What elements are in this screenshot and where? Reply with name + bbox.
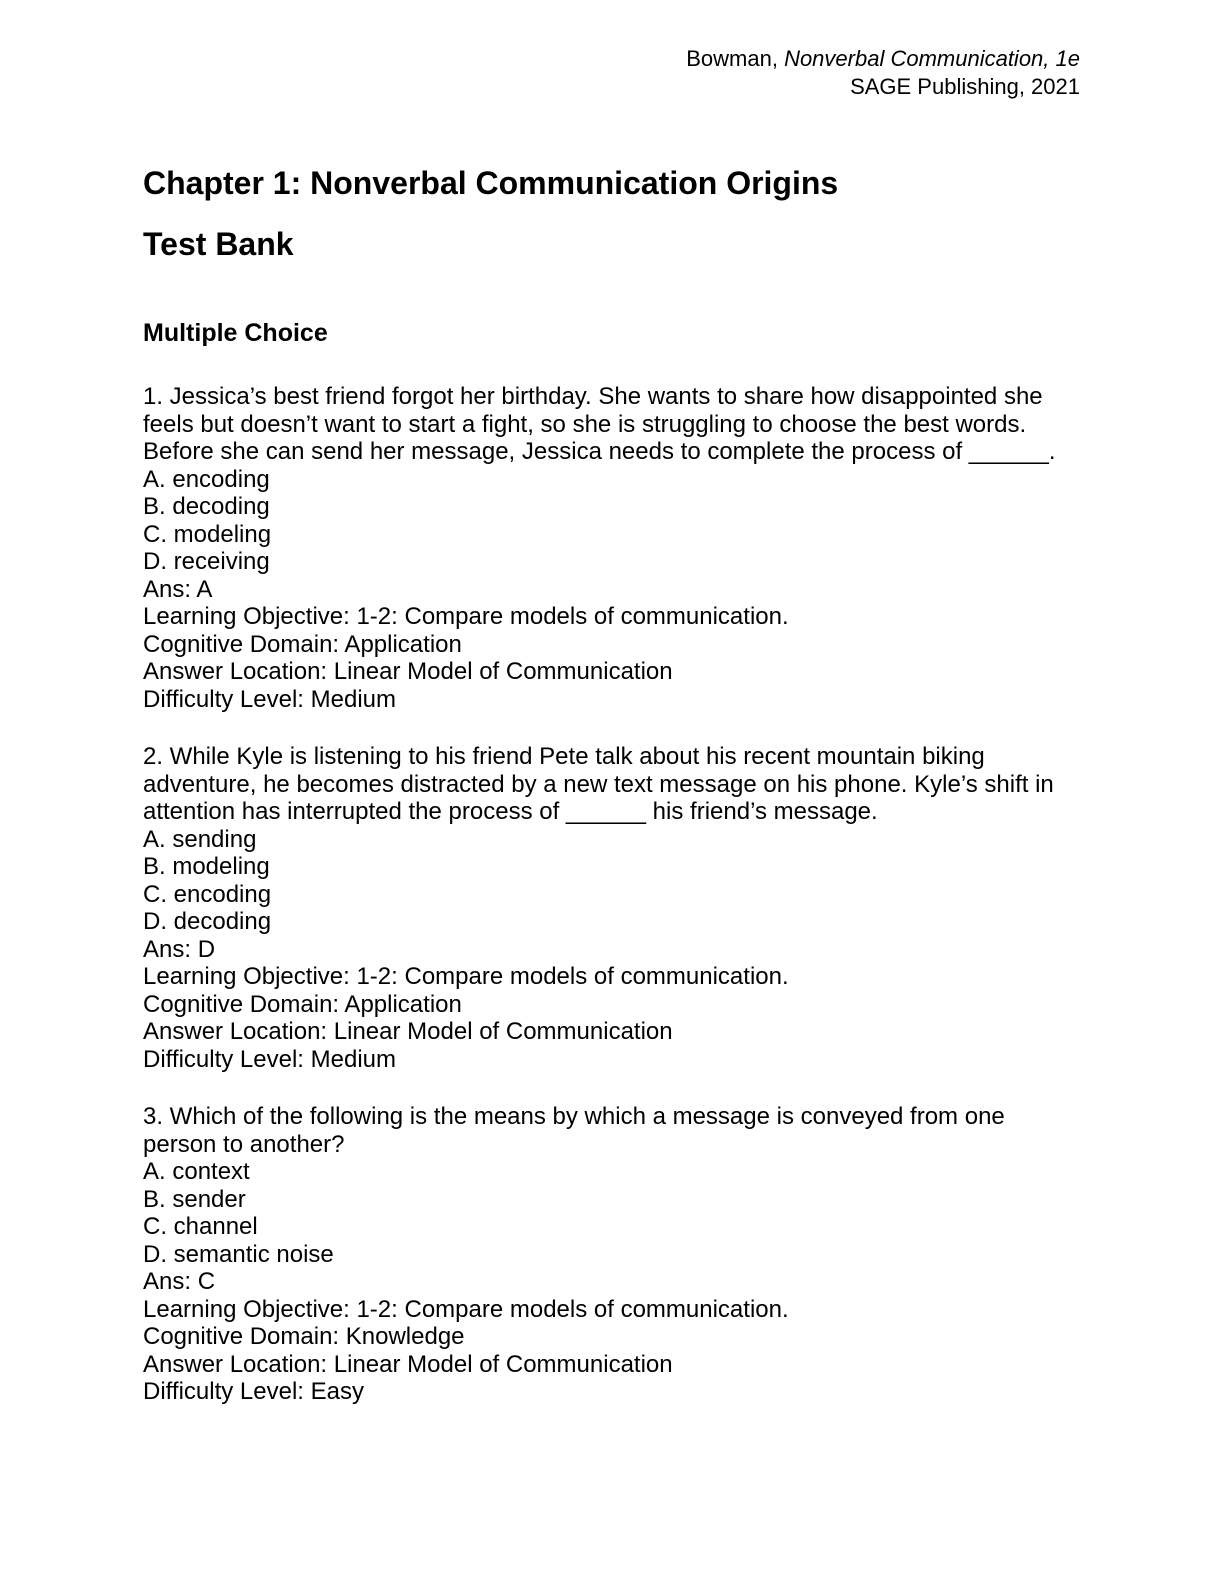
question-option-c: C. modeling [143,520,272,548]
difficulty-level-line: Difficulty Level: Easy [143,1378,364,1406]
question-option-a: A. sending [143,825,257,853]
question-block-1 [143,383,1080,713]
header-line-book [143,45,1080,73]
question-text: 3. Which of the following is the means by which a message is conveyed from one person to another? [143,1103,1005,1158]
question-text: 2. While Kyle is listening to his friend Pete talk about his recent mountain biking adventure, he becomes distracted by a new text message on his phone. Kyle’s shift in attention has interrupted the process of ______ his friend’s message. [143,743,1054,826]
header-line-publisher: SAGE Publishing, 2021 [850,74,1080,99]
answer-line: Ans: A [143,575,213,603]
question-option-b: B. decoding [143,493,270,521]
cognitive-domain-line: Cognitive Domain: Application [143,630,462,658]
question-option-d: D. decoding [143,908,272,936]
document-header [143,45,1080,101]
answer-location-line: Answer Location: Linear Model of Communication [143,1018,673,1046]
question-text: 1. Jessica’s best friend forgot her birthday. She wants to share how disappointed she feels but doesn’t want to start a fight, so she is struggling to choose the best words. Before she can send her message, Jessica needs to complete the process of ______. [143,383,1056,466]
question-option-d: D. semantic noise [143,1240,334,1268]
question-block-3 [143,1103,1080,1406]
cognitive-domain-line: Cognitive Domain: Knowledge [143,1323,465,1351]
difficulty-level-line: Difficulty Level: Medium [143,1045,396,1073]
learning-objective-line: Learning Objective: 1-2: Compare models of communication. [143,963,789,991]
header-author: Bowman, [686,46,785,71]
question-option-b: B. sender [143,1185,246,1213]
learning-objective-line: Learning Objective: 1-2: Compare models of communication. [143,1295,789,1323]
answer-line: Ans: D [143,935,216,963]
header-book-title: Nonverbal Communication, 1e [784,46,1080,71]
question-option-d: D. receiving [143,548,270,576]
doc-subtitle: Test Bank [143,225,294,262]
cognitive-domain-line: Cognitive Domain: Application [143,990,462,1018]
learning-objective-line: Learning Objective: 1-2: Compare models of communication. [143,603,789,631]
answer-location-line: Answer Location: Linear Model of Communication [143,658,673,686]
answer-line: Ans: C [143,1268,216,1296]
question-option-b: B. modeling [143,853,270,881]
answer-location-line: Answer Location: Linear Model of Communication [143,1350,673,1378]
chapter-title: Chapter 1: Nonverbal Communication Origins [143,165,839,201]
question-option-c: C. channel [143,1213,258,1241]
section-heading: Multiple Choice [143,318,328,347]
question-option-a: A. context [143,1158,250,1186]
question-option-c: C. encoding [143,880,272,908]
question-block-2 [143,743,1080,1073]
question-option-a: A. encoding [143,465,270,493]
difficulty-level-line: Difficulty Level: Medium [143,685,396,713]
